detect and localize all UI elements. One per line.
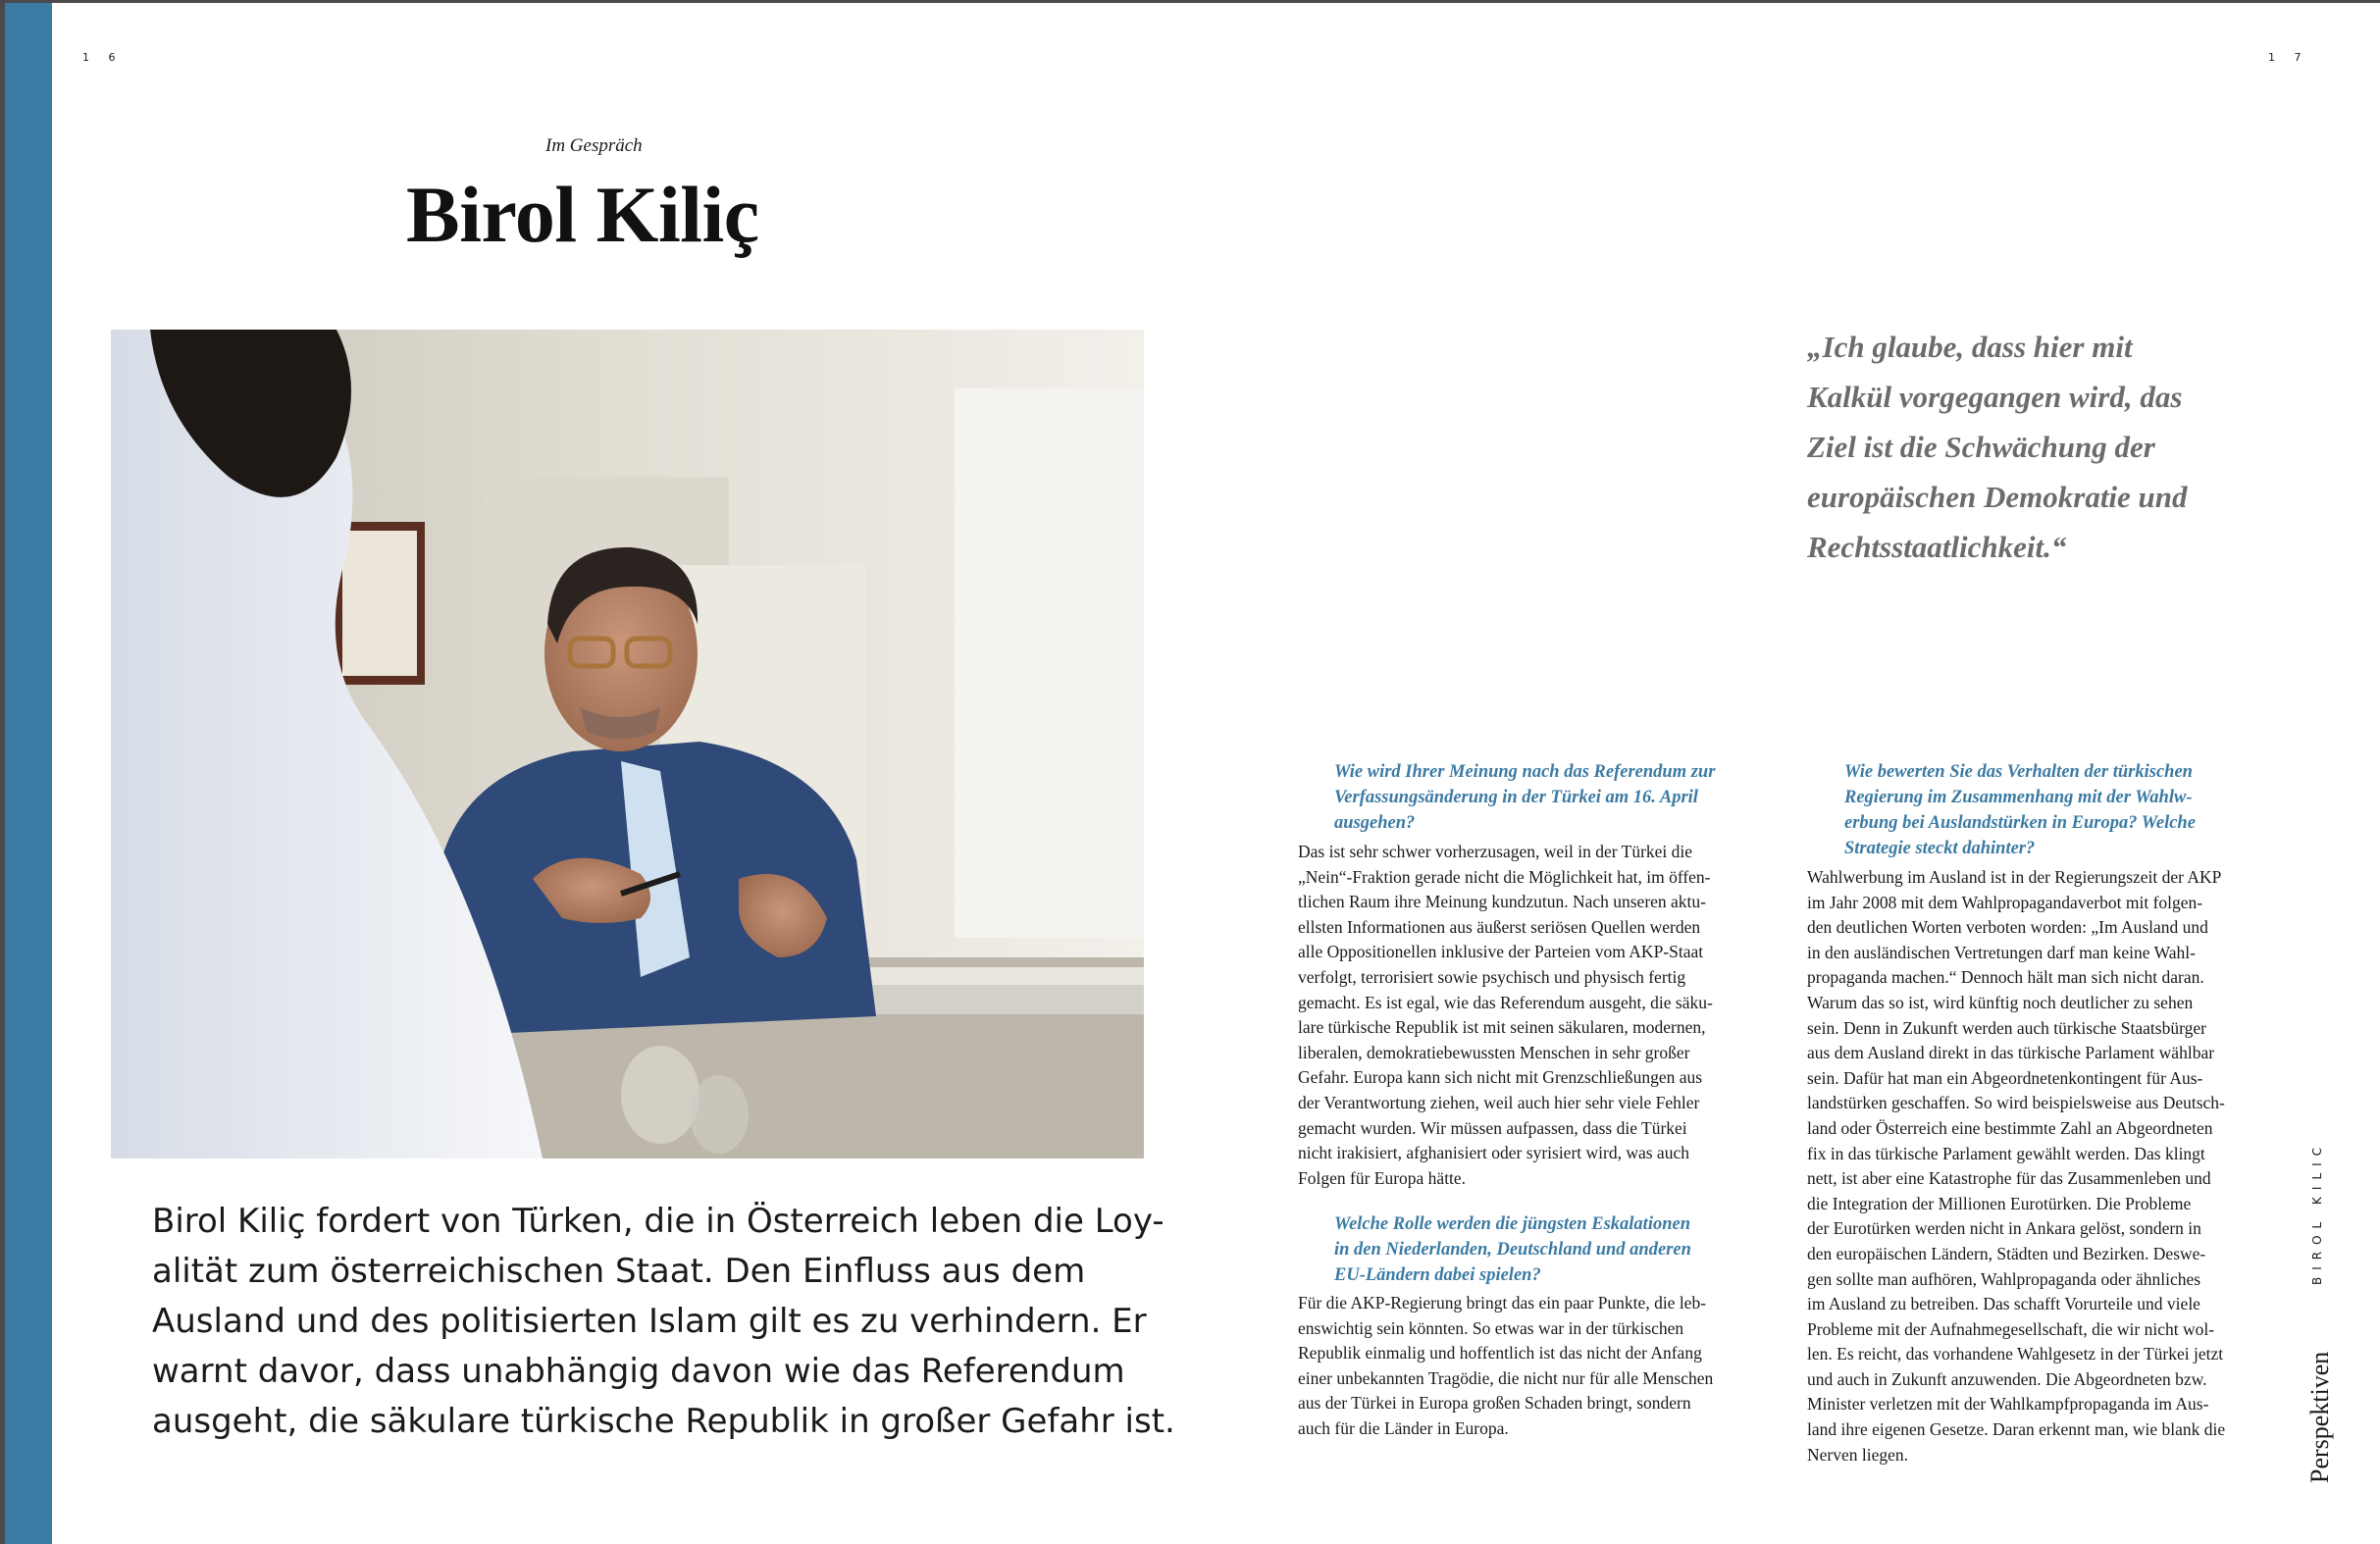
quote-line: Ziel ist die Schwächung der: [1807, 430, 2155, 464]
answer-line: gemacht. Es ist egal, wie das Referendum ausgeht, die säku-: [1298, 992, 1713, 1012]
answer-line: Das ist sehr schwer vorherzusagen, weil in der Türkei die: [1298, 842, 1693, 861]
question-line: ausgehen?: [1334, 813, 1416, 833]
answer-line: nett, ist aber eine Katastrophe für das Zusammenleben und: [1807, 1168, 2211, 1189]
pull-quote: [1807, 322, 2258, 572]
question-line: Welche Rolle werden die jüngsten Eskalationen: [1334, 1214, 1690, 1234]
interview-answer-2: [1298, 1291, 1713, 1442]
quote-line: europäischen Demokratie und: [1807, 480, 2188, 514]
question-line: erbung bei Auslandstürken in Europa? Welche: [1844, 813, 2196, 833]
answer-line: verfolgt, terrorisiert sowie psychisch und physisch fertig: [1298, 966, 1686, 987]
answer-line: auch für die Länder in Europa.: [1298, 1417, 1509, 1438]
answer-line: land oder Österreich eine bestimmte Zahl an Abgeordneten: [1807, 1117, 2213, 1138]
quote-line: Rechtsstaatlichkeit.“: [1807, 530, 2067, 564]
question-line: Regierung im Zusammenhang mit der Wahlw-: [1844, 788, 2193, 807]
answer-line: ellsten Informationen aus äußerst seriösen Quellen werden: [1298, 916, 1701, 937]
quote-line: „Ich glaube, dass hier mit: [1807, 330, 2133, 364]
answer-line: einer unbekannten Tragödie, die nicht nur für alle Menschen: [1298, 1367, 1714, 1388]
question-line: Wie bewerten Sie das Verhalten der türkischen: [1844, 762, 2193, 782]
answer-line: aus der Türkei in Europa großen Schaden bringt, sondern: [1298, 1393, 1691, 1414]
answer-line: fix in das türkische Parlament gewählt werden. Das klingt: [1807, 1143, 2205, 1163]
answer-line: land ihre eigenen Gesetze. Daran erkennt man, wie blank die: [1807, 1419, 2226, 1440]
answer-line: „Nein“-Fraktion gerade nicht die Möglichkeit hat, im öffen-: [1298, 866, 1711, 887]
answer-line: Warum das so ist, wird künftig noch deutlicher zu sehen: [1807, 992, 2194, 1012]
answer-line: landstürken geschaffen. So wird beispielsweise aus Deutsch-: [1807, 1093, 2225, 1113]
answer-line: den europäischen Ländern, Städten und Bezirken. Deswe-: [1807, 1243, 2206, 1263]
answer-line: enswichtig sein könnten. So etwas war in der türkischen: [1298, 1317, 1684, 1338]
interview-answer-3: [1807, 865, 2225, 1467]
interview-question-1: [1334, 759, 1715, 836]
article-title: Birol Kiliç: [406, 170, 759, 259]
kicker: Im Gespräch: [545, 135, 643, 156]
answer-line: lare türkische Republik ist mit seinen säkularen, modernen,: [1298, 1017, 1706, 1038]
question-line: Verfassungsänderung in der Türkei am 16. April: [1334, 788, 1698, 807]
interview-question-3: [1844, 759, 2196, 861]
answer-line: propaganda machen.“ Dennoch hält man sich nicht daran.: [1807, 967, 2204, 988]
answer-line: sein. Dafür hat man ein Abgeordnetenkontingent für Aus-: [1807, 1067, 2203, 1088]
sidebar-author: BIROL KILIC: [2310, 1140, 2324, 1285]
interview-question-2: [1334, 1211, 1691, 1288]
answer-line: tlichen Raum ihre Meinung kundzutun. Nach unseren aktu-: [1298, 892, 1707, 912]
quote-line: Kalkül vorgegangen wird, das: [1807, 380, 2183, 414]
page-number-right: 1 7: [2268, 51, 2309, 64]
answer-line: Minister verletzen mit der Wahlkampfpropaganda im Aus-: [1807, 1394, 2209, 1415]
answer-line: Nerven liegen.: [1807, 1444, 1909, 1465]
answer-line: alle Oppositionellen inklusive der Parteien vom AKP-Staat: [1298, 942, 1704, 962]
answer-line: den deutlichen Worten verboten worden: „Im Ausland und: [1807, 917, 2208, 938]
lead-line: ausgeht, die säkulare türkische Republik in großer Gefahr ist.: [152, 1402, 1175, 1441]
interview-answer-1: [1298, 840, 1713, 1191]
answer-line: Republik einmalig und hoffentlich ist das nicht der Anfang: [1298, 1343, 1702, 1364]
question-line: Wie wird Ihrer Meinung nach das Referendum zur: [1334, 762, 1716, 782]
question-line: EU-Ländern dabei spielen?: [1334, 1265, 1541, 1285]
question-line: Strategie steckt dahinter?: [1844, 839, 2036, 858]
answer-line: in den ausländischen Vertretungen darf man keine Wahl-: [1807, 942, 2196, 962]
answer-line: aus dem Ausland direkt in das türkische Parlament wählbar: [1807, 1043, 2215, 1063]
question-line: in den Niederlanden, Deutschland und anderen: [1334, 1240, 1691, 1260]
lead-line: Ausland und des politisierten Islam gilt es zu verhindern. Er: [152, 1302, 1147, 1341]
answer-line: sein. Denn in Zukunft werden auch türkische Staatsbürger: [1807, 1017, 2206, 1038]
answer-line: Wahlwerbung im Ausland ist in der Regierungszeit der AKP: [1807, 867, 2222, 887]
lead-line: alität zum österreichischen Staat. Den Einfluss aus dem: [152, 1252, 1086, 1291]
answer-line: nicht irakisiert, afghanisiert oder syrisiert wird, was auch: [1298, 1143, 1689, 1163]
frame-top-border: [0, 0, 2380, 3]
answer-line: Folgen für Europa hätte.: [1298, 1167, 1467, 1188]
answer-line: len. Es reicht, das vorhandene Wahlgesetz in der Türkei jetzt: [1807, 1344, 2224, 1364]
sidebar-section: Perspektiven: [2305, 1351, 2334, 1483]
answer-line: im Jahr 2008 mit dem Wahlpropagandaverbot mit folgen-: [1807, 892, 2203, 912]
interview-photo: [111, 330, 1144, 1158]
lead-line: warnt davor, dass unabhängig davon wie das Referendum: [152, 1352, 1125, 1391]
answer-line: und auch in Zukunft anzuwenden. Die Abgeordneten bzw.: [1807, 1368, 2207, 1389]
answer-line: im Ausland zu betreiben. Das schafft Vorurteile und viele: [1807, 1294, 2200, 1314]
answer-line: der Eurotürken werden nicht in Ankara gelöst, sondern in: [1807, 1218, 2201, 1239]
answer-line: der Verantwortung ziehen, weil auch hier sehr viele Fehler: [1298, 1092, 1700, 1112]
answer-line: gen sollte man aufhören, Wahlpropaganda oder ähnliches: [1807, 1268, 2201, 1289]
answer-line: liberalen, demokratiebewussten Menschen in sehr großer: [1298, 1042, 1690, 1062]
answer-line: Für die AKP-Regierung bringt das ein paar Punkte, die leb-: [1298, 1293, 1707, 1312]
answer-line: die Integration der Millionen Eurotürken. Die Probleme: [1807, 1193, 2192, 1213]
answer-line: Probleme mit der Aufnahmegesellschaft, die wir nicht wol-: [1807, 1318, 2215, 1339]
lead-paragraph: [152, 1197, 1175, 1447]
accent-bar: [5, 3, 52, 1544]
answer-line: gemacht wurden. Wir müssen aufpassen, dass die Türkei: [1298, 1117, 1687, 1138]
photo-illustration: [111, 330, 1144, 1158]
page-number-left: 1 6: [82, 51, 124, 64]
lead-line: Birol Kiliç fordert von Türken, die in Österreich leben die Loy-: [152, 1202, 1164, 1241]
answer-line: Gefahr. Europa kann sich nicht mit Grenzschließungen aus: [1298, 1067, 1703, 1088]
